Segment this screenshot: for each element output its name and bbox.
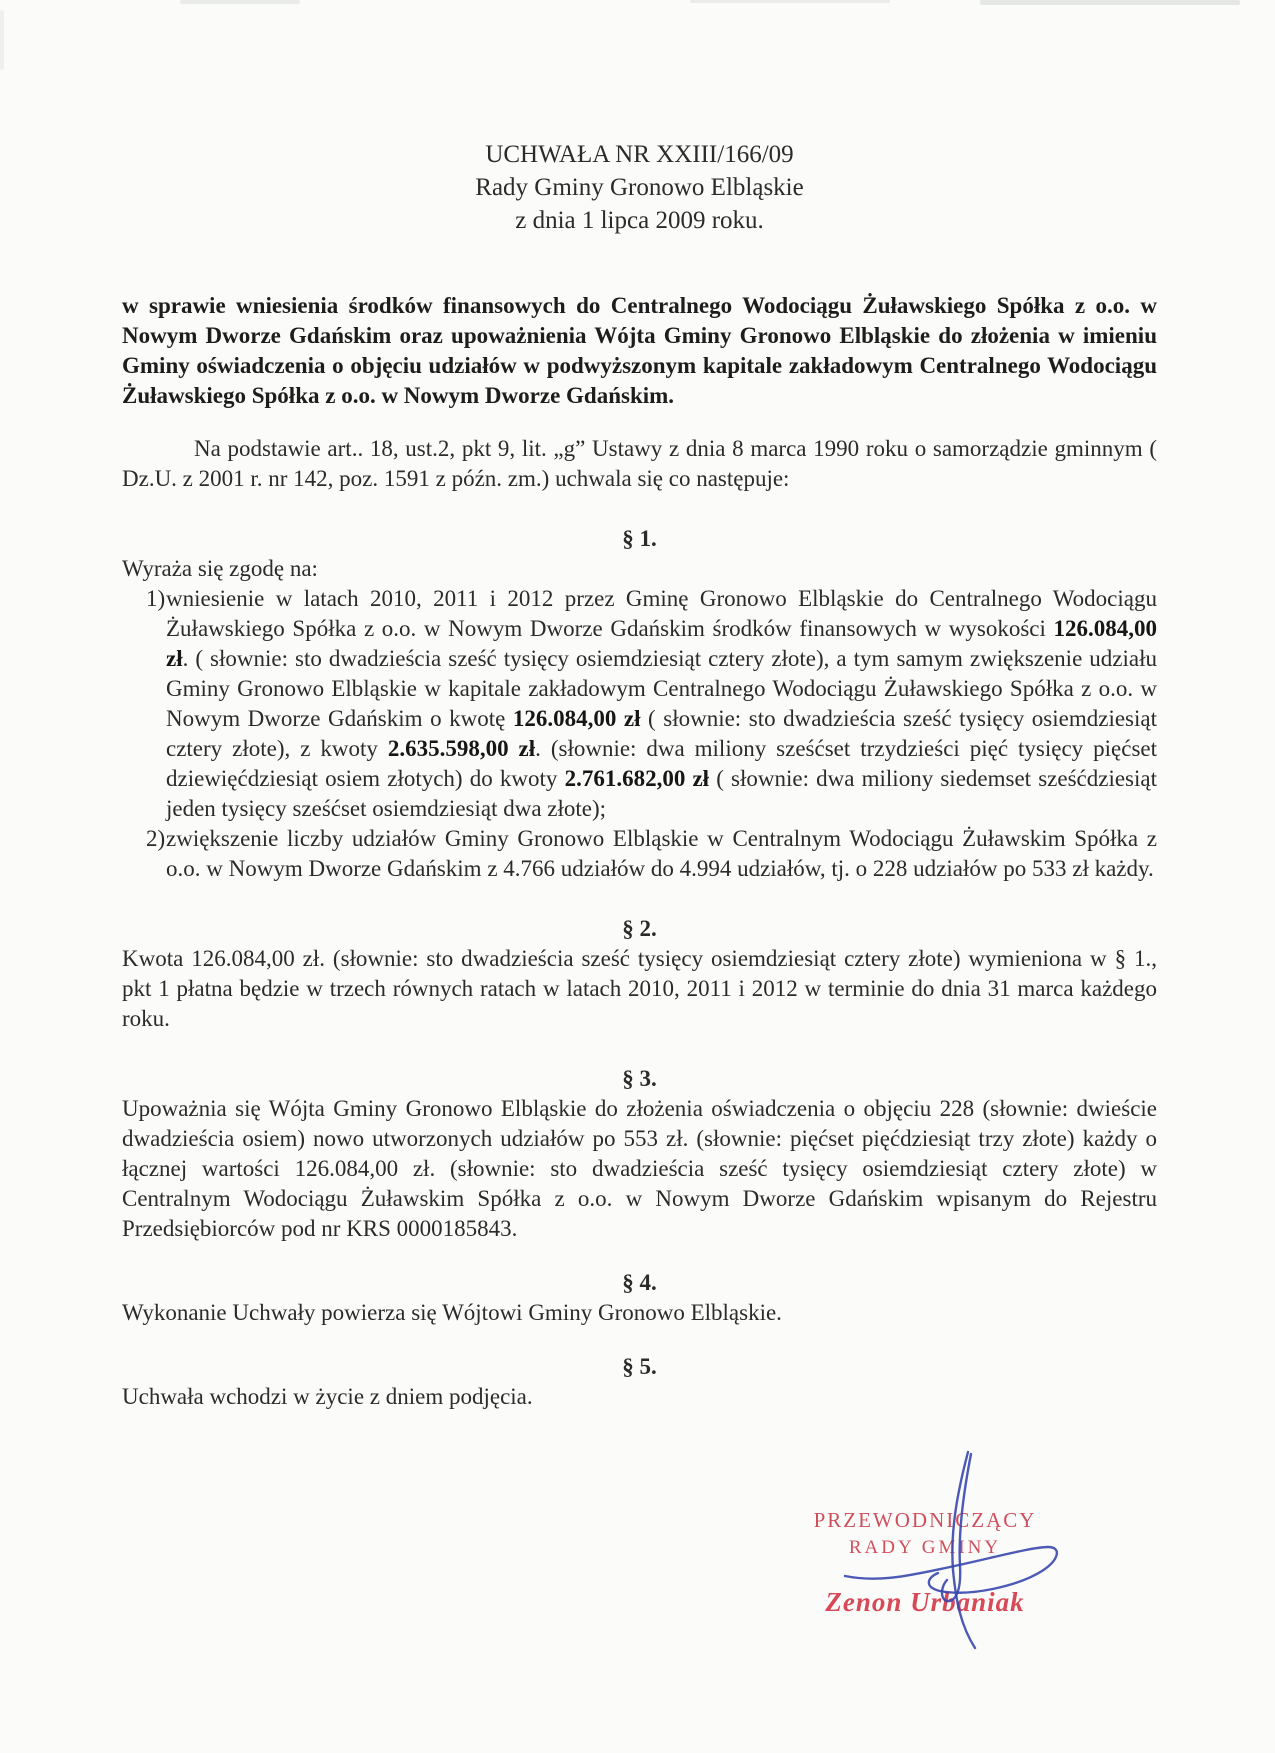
list-item-1 xyxy=(122,584,1157,824)
scan-artifact xyxy=(980,0,1240,5)
stamp-name: Zenon Urbaniak xyxy=(825,1587,1025,1617)
section-2-heading: § 2. xyxy=(622,916,657,941)
section-3-body: Upoważnia się Wójta Gminy Gronowo Elbląskie do złożenia oświadczenia o objęciu 228 (słownie: dwieście dwadzieścia osiem) nowo utworzonych udziałów po 553 zł. (słownie: pięćset pięćdziesiąt trzy złote) każdy o łącznej wartości 126.084,00 zł. (słownie: sto dwadzieścia sześć tysięcy osiemdziesiąt cztery złote) w Centralnym Wodociągu Żuławskim Spółka z o.o. w Nowym Dworze Gdańskim wpisanym do Rejestru Przedsiębiorców pod nr KRS 0000185843. xyxy=(122,1096,1157,1241)
section-4-body: Wykonanie Uchwały powierza się Wójtowi Gminy Gronowo Elbląskie. xyxy=(122,1300,782,1325)
section-5-heading: § 5. xyxy=(622,1354,657,1379)
section-2-body: Kwota 126.084,00 zł. (słownie: sto dwadzieścia sześć tysięcy osiemdziesiąt cztery złote) wymieniona w § 1., pkt 1 płatna będzie w trzech równych ratach w latach 2010, 2011 i 2012 w terminie do dnia 31 marca każdego roku. xyxy=(122,946,1157,1031)
section-4-heading: § 4. xyxy=(622,1270,657,1295)
signature-vertical-stroke-2 xyxy=(942,1454,971,1601)
list-item-2 xyxy=(122,824,1157,884)
section-3-heading: § 3. xyxy=(622,1066,657,1091)
scan-artifact xyxy=(690,0,890,3)
signature-flourish-stroke xyxy=(845,1547,1057,1593)
section-5-body: Uchwała wchodzi w życie z dniem podjęcia. xyxy=(122,1384,533,1409)
council-name: Rady Gminy Gronowo Elbląskie xyxy=(475,174,804,201)
list-item-2-text: zwiększenie liczby udziałów Gminy Gronowo Elbląskie w Centralnym Wodociągu Żuławskim Spółka z o.o. w Nowym Dworze Gdańskim z 4.766 udziałów do 4.994 udziałów, tj. o 228 udziałów po 533 zł każdy. xyxy=(166,826,1157,881)
subject-paragraph: w sprawie wniesienia środków finansowych do Centralnego Wodociągu Żuławskiego Spółka z o.o. w Nowym Dworze Gdańskim oraz upoważnienia Wójta Gminy Gronowo Elbląskie do złożenia w imieniu Gminy oświadczenia o objęciu udziałów w podwyższonym kapitale zakładowym Centralnego Wodociągu Żuławskiego Spółka z o.o. w Nowym Dworze Gdańskim. xyxy=(122,293,1157,408)
section-1-list xyxy=(122,584,1157,884)
section-1-heading: § 1. xyxy=(622,526,657,551)
scan-artifact xyxy=(180,0,300,4)
stamp-council-line: RADY GMINY xyxy=(848,1537,1002,1558)
list-item-1-text: wniesienie w latach 2010, 2011 i 2012 przez Gminę Gronowo Elbląskie do Centralnego Wodociągu Żuławskiego Spółka z o.o. w Nowym Dworze Gdańskim środków finansowych w wysokości 126.084,00 zł. ( słownie: sto dwadzieścia sześć tysięcy osiemdziesiąt cztery złote), a tym samym zwiększenie udziału Gminy Gronowo Elbląskie w kapitale zakładowym Centralnego Wodociągu Żuławskiego Spółka z o.o. w Nowym Dworze Gdańskim o kwotę 126.084,00 zł ( słownie: sto dwadzieścia sześć tysięcy osiemdziesiąt cztery złote), z kwoty 2.635.598,00 zł. (słownie: dwa miliony sześćset trzydzieści pięć tysięcy pięćset dziewięćdziesiąt osiem złotych) do kwoty 2.761.682,00 zł ( słownie: dwa miliony siedemset sześćdziesiąt jeden tysięcy sześćset osiemdziesiąt dwa złote); xyxy=(166,586,1157,821)
resolution-date: z dnia 1 lipca 2009 roku. xyxy=(515,207,764,234)
list-marker-1: 1) xyxy=(146,586,166,611)
legal-basis-paragraph: Na podstawie art.. 18, ust.2, pkt 9, lit. „g” Ustawy z dnia 8 marca 1990 roku o samorządzie gminnym ( Dz.U. z 2001 r. nr 142, poz. 1591 z późn. zm.) uchwala się co następuje: xyxy=(122,436,1157,491)
scan-artifact xyxy=(0,10,4,70)
section-1-lead: Wyraża się zgodę na: xyxy=(122,556,318,581)
resolution-number: UCHWAŁA NR XXIII/166/09 xyxy=(485,141,794,168)
handwritten-signature xyxy=(790,1430,1100,1670)
signature-vertical-stroke xyxy=(952,1452,975,1648)
stamp-title-line: PRZEWODNICZĄCY xyxy=(813,1508,1037,1532)
document-title-block xyxy=(122,0,1157,237)
list-marker-2: 2) xyxy=(146,826,166,851)
